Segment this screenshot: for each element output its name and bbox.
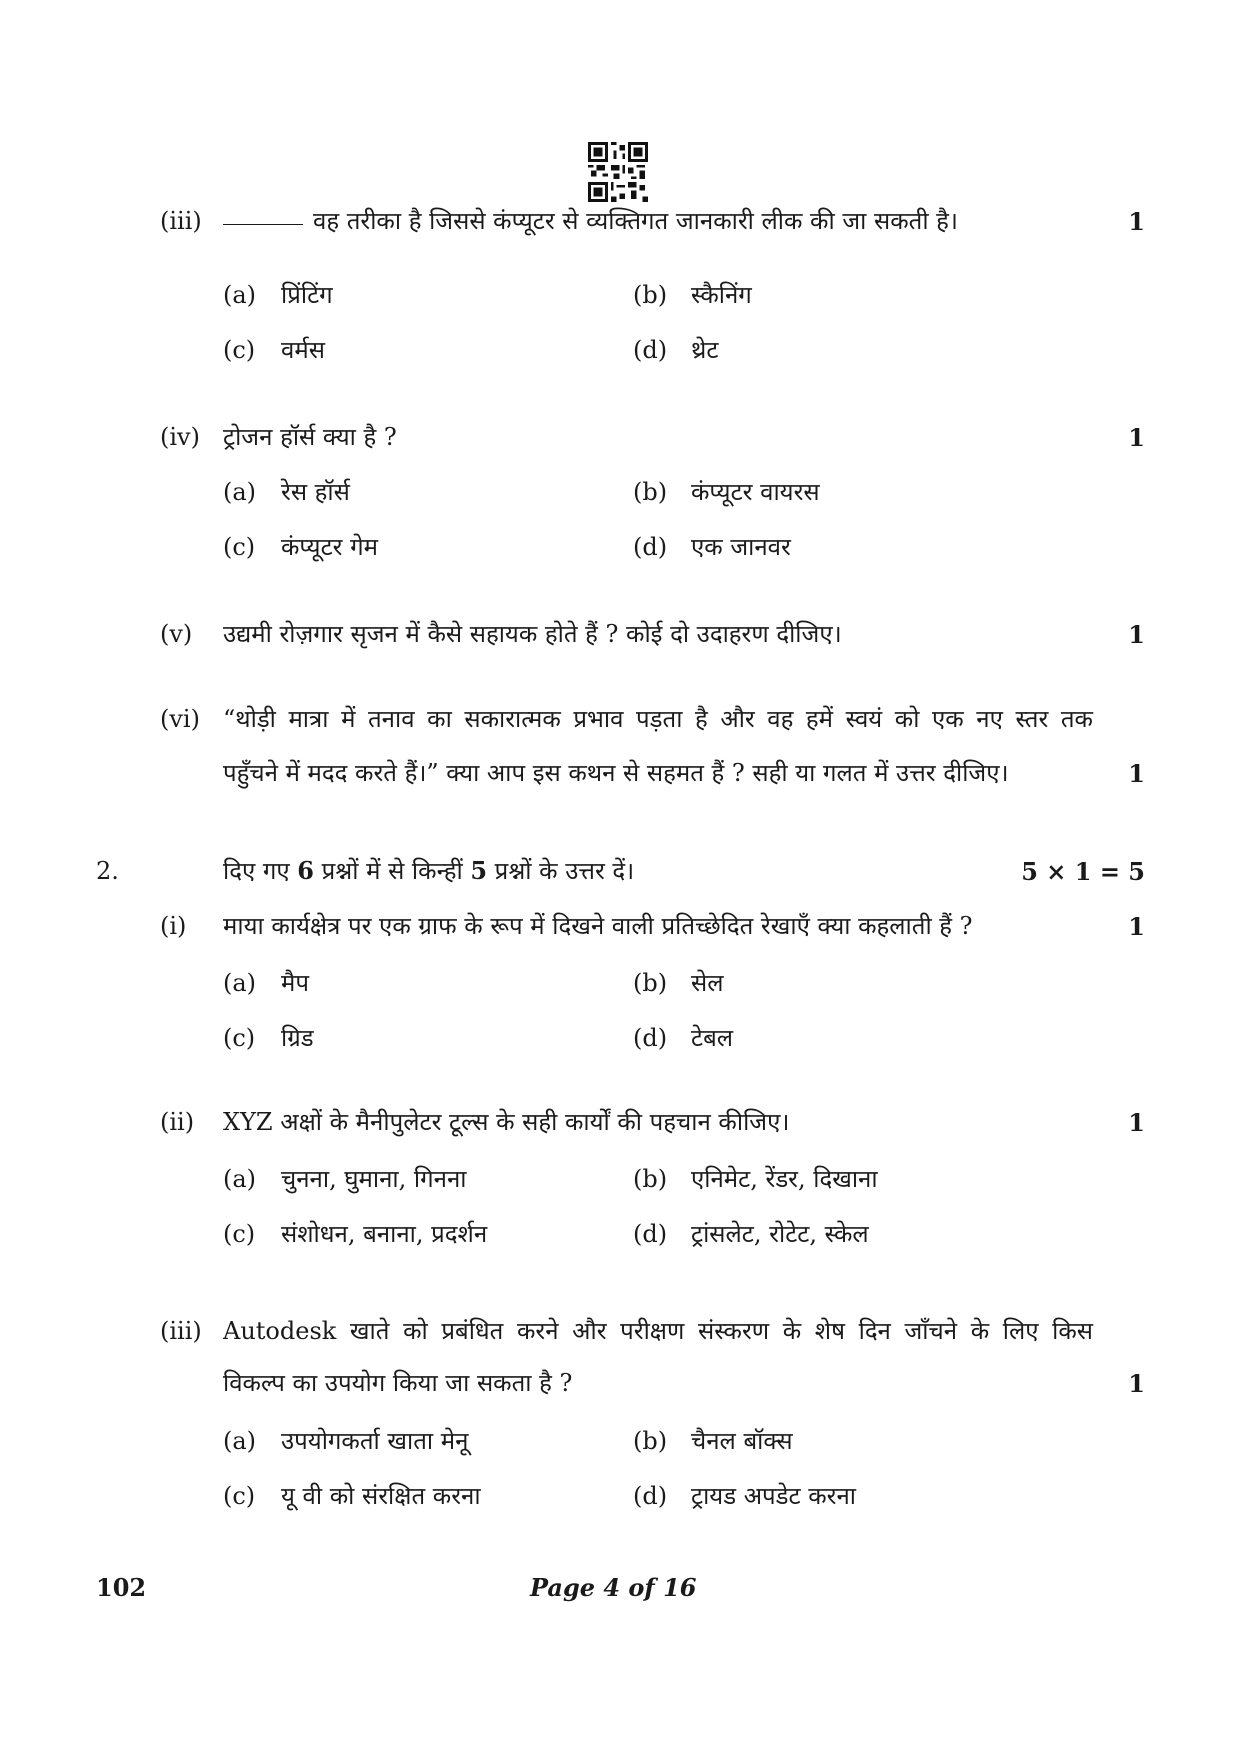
question-marks: 1 — [1128, 423, 1145, 452]
option-a: (a) मैप — [223, 969, 309, 997]
option-a: (a) उपयोगकर्ता खाता मेनू — [223, 1427, 469, 1455]
option-d: (d) थ्रेट — [633, 336, 719, 364]
option-d: (d) ट्रायड अपडेट करना — [633, 1482, 857, 1510]
paper-code: 102 — [96, 1573, 147, 1602]
option-b: (b) सेल — [633, 969, 724, 997]
option-a: (a) रेस हॉर्स — [223, 478, 350, 506]
question-number: (iv) — [160, 423, 200, 451]
option-c: (c) वर्मस — [223, 336, 325, 364]
question-text: XYZ अक्षों के मैनीपुलेटर टूल्स के सही कार्यों की पहचान कीजिए। — [223, 1108, 790, 1136]
option-c: (c) कंप्यूटर गेम — [223, 533, 378, 561]
question-2-instruction: दिए गए 6 प्रश्नों में से किन्हीं 5 प्रश्नों के उत्तर दें। — [223, 856, 635, 885]
option-c: (c) संशोधन, बनाना, प्रदर्शन — [223, 1220, 488, 1248]
question-text: वह तरीका है जिससे कंप्यूटर से व्यक्तिगत जानकारी लीक की जा सकती है। — [223, 195, 1093, 247]
question-marks: 1 — [1128, 1108, 1145, 1137]
question-text: उद्यमी रोज़गार सृजन में कैसे सहायक होते हैं ? कोई दो उदाहरण दीजिए। — [223, 620, 842, 648]
qr-code-image — [588, 142, 648, 202]
option-d: (d) एक जानवर — [633, 533, 791, 561]
question-number: (iii) — [160, 1317, 202, 1345]
option-b: (b) स्कैनिंग — [633, 281, 752, 309]
fill-in-blank-line — [223, 224, 303, 225]
question-text-line-2: पहुँचने में मदद करते हैं।” क्या आप इस कथन से सहमत हैं ? सही या गलत में उत्तर दीजिए। — [223, 759, 1009, 787]
question-text: ट्रोजन हॉर्स क्या है ? — [223, 423, 397, 451]
main-question-number: 2. — [96, 857, 119, 885]
option-d: (d) टेबल — [633, 1024, 734, 1052]
question-text: माया कार्यक्षेत्र पर एक ग्राफ के रूप में दिखने वाली प्रतिच्छेदित रेखाएँ क्या कहलाती हैं ? — [223, 912, 973, 940]
page-number: Page 4 of 16 — [530, 1573, 697, 1602]
option-b: (b) चैनल बॉक्स — [633, 1427, 793, 1455]
question-marks: 1 — [1128, 620, 1145, 649]
question-marks: 1 — [1128, 759, 1145, 788]
question-marks: 1 — [1128, 1369, 1145, 1398]
question-text-line-2: विकल्प का उपयोग किया जा सकता है ? — [223, 1369, 573, 1397]
question-marks: 1 — [1128, 912, 1145, 941]
option-d: (d) ट्रांसलेट, रोटेट, स्केल — [633, 1220, 869, 1248]
option-c: (c) यू वी को संरक्षित करना — [223, 1482, 481, 1510]
question-text-line-1: Autodesk खाते को प्रबंधित करने और परीक्षण संस्करण के शेष दिन जाँचने के लिए किस — [223, 1317, 1093, 1345]
question-text-line-1: “थोड़ी मात्रा में तनाव का सकारात्मक प्रभाव पड़ता है और वह हमें स्वयं को एक नए स्तर तक — [223, 705, 1093, 733]
question-number: (ii) — [160, 1108, 195, 1136]
option-a: (a) चुनना, घुमाना, गिनना — [223, 1165, 467, 1193]
option-c: (c) ग्रिड — [223, 1024, 314, 1052]
section-marks: 5 × 1 = 5 — [1021, 857, 1145, 886]
option-a: (a) प्रिंटिंग — [223, 281, 333, 309]
question-number: (vi) — [160, 705, 200, 733]
question-number: (iii) — [160, 207, 202, 235]
question-marks: 1 — [1128, 207, 1145, 236]
option-b: (b) कंप्यूटर वायरस — [633, 478, 820, 506]
question-number: (i) — [160, 912, 187, 940]
question-number: (v) — [160, 620, 193, 648]
option-b: (b) एनिमेट, रेंडर, दिखाना — [633, 1165, 878, 1193]
